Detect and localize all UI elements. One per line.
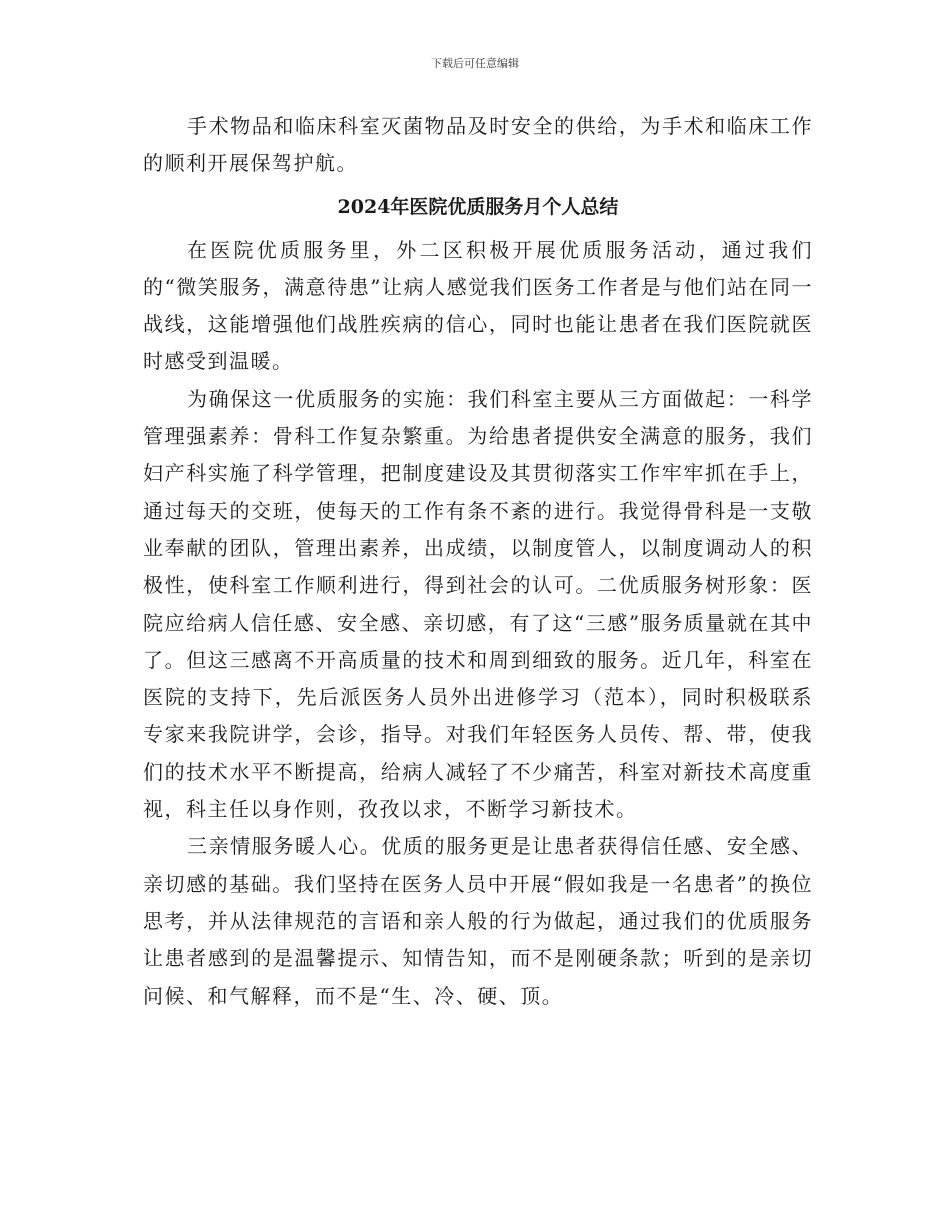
paragraph-3: 三亲情服务暖人心。优质的服务更是让患者获得信任感、安全感、亲切感的基础。我们坚持在医务人员中开展“假如我是一名患者”的换位思考，并从法律规范的言语和亲人般的行为做起，通过我们的优质服务让患者感到的是温馨提示、知情告知，而不是刚硬条款；听到的是亲切问候、和气解释，而不是“生、冷、硬、顶。 <box>143 834 813 1008</box>
header-note: 下载后可任意编辑 <box>431 57 519 70</box>
continuation-paragraph: 手术物品和临床科室灭菌物品及时安全的供给，为手术和临床工作的顺利开展保驾护航。 <box>143 114 813 176</box>
paragraph-2: 为确保这一优质服务的实施：我们科室主要从三方面做起：一科学管理强素养：骨科工作复杂繁重。为给患者提供安全满意的服务，我们妇产科实施了科学管理，把制度建设及其贯彻落实工作牢牢抓在手上，通过每天的交班，使每天的工作有条不紊的进行。我觉得骨科是一支敬业奉献的团队，管理出素养，出成绩，以制度管人，以制度调动人的积极性，使科室工作顺利进行，得到社会的认可。二优质服务树形象：医院应给病人信任感、安全感、亲切感，有了这“三感”服务质量就在其中了。但这三感离不开高质量的技术和周到细致的服务。近几年，科室在医院的支持下，先后派医务人员外出进修学习（范本），同时积极联系专家来我院讲学，会诊，指导。对我们年轻医务人员传、帮、带，使我们的技术水平不断提高，给病人减轻了不少痛苦，科室对新技术高度重视，科主任以身作则，孜孜以求，不断学习新技术。 <box>143 386 813 822</box>
document-body <box>143 108 813 1015</box>
document-title: 2024年医院优质服务月个人总结 <box>337 195 619 218</box>
paragraph-1: 在医院优质服务里，外二区积极开展优质服务活动，通过我们的“微笑服务，满意待患”让病人感觉我们医务工作者是与他们站在同一战线，这能增强他们战胜疾病的信心，同时也能让患者在我们医院就医时感受到温暖。 <box>143 237 813 374</box>
